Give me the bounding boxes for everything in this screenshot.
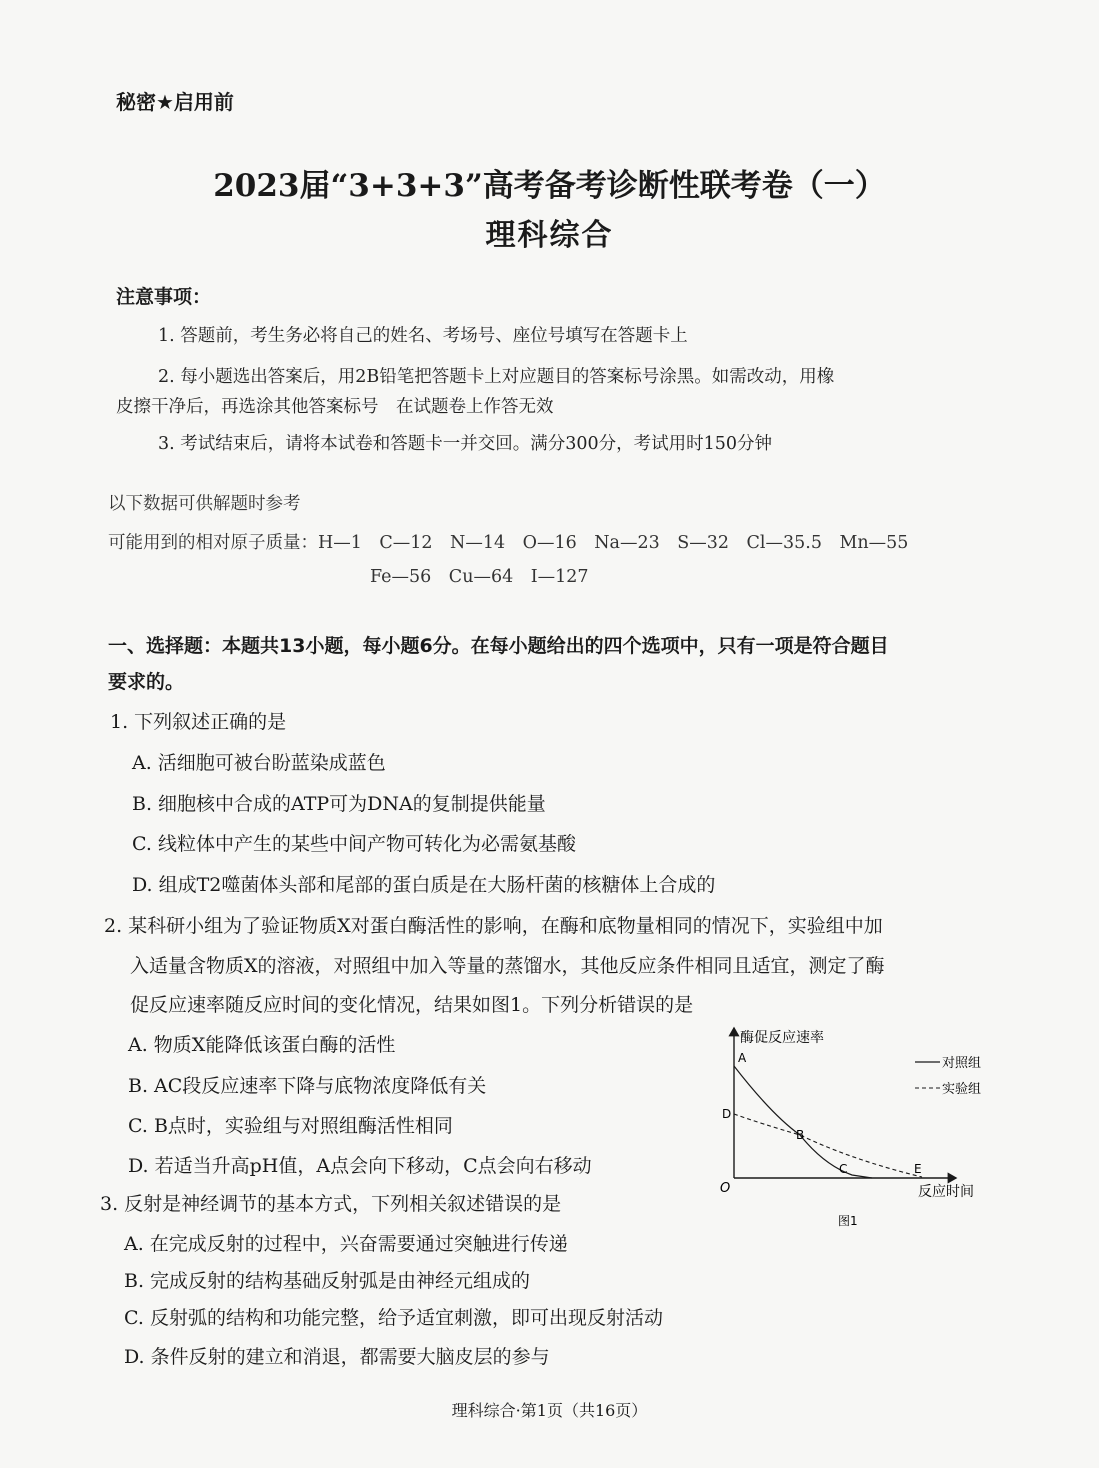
- section-heading: 一、选择题：本题共13小题，每小题6分。在每小题给出的四个选项中，只有一项是符合题目: [108, 635, 889, 657]
- notice-item-1: 1. 答题前，考生务必将自己的姓名、考场号、座位号填写在答题卡上: [158, 326, 688, 346]
- notice-item-3: 3. 考试结束后，请将本试卷和答题卡一并交回。满分300分，考试用时150分钟: [158, 434, 773, 454]
- question-3-option-d: D. 条件反射的建立和消退，都需要大脑皮层的参与: [124, 1346, 550, 1368]
- question-2-stem-line-2: 入适量含物质X的溶液，对照组中加入等量的蒸馏水，其他反应条件相同且适宜，测定了酶: [130, 955, 885, 977]
- notice-item-2: 2. 每小题选出答案后，用2B铅笔把答题卡上对应题目的答案标号涂黑。如需改动，用橡: [158, 367, 835, 387]
- origin-label: O: [720, 1181, 731, 1196]
- x-axis-label: 反应时间: [918, 1184, 974, 1200]
- point-label-e: E: [914, 1162, 922, 1176]
- question-1-stem: 1. 下列叙述正确的是: [110, 711, 287, 733]
- question-1-option-b: B. 细胞核中合成的ATP可为DNA的复制提供能量: [132, 793, 546, 815]
- atomic-masses-cont: Fe—56 Cu—64 I—127: [370, 567, 589, 587]
- atomic-masses: 可能用到的相对原子质量：H—1 C—12 N—14 O—16 Na—23 S—32 Cl—35.5 Mn—55: [108, 533, 909, 553]
- y-axis-label: 酶促反应速率: [740, 1030, 824, 1046]
- page-footer: 理科综合·第1页（共16页）: [451, 1401, 648, 1420]
- question-2-option-c: C. B点时，实验组与对照组酶活性相同: [128, 1115, 453, 1137]
- series-control-curve: [734, 1066, 872, 1178]
- question-3-option-b: B. 完成反射的结构基础反射弧是由神经元组成的: [124, 1270, 531, 1292]
- question-1-option-c: C. 线粒体中产生的某些中间产物可转化为必需氨基酸: [132, 833, 576, 855]
- question-3-option-c: C. 反射弧的结构和功能完整，给予适宜刺激，即可出现反射活动: [124, 1307, 663, 1329]
- secret-label: 秘密★启用前: [116, 90, 234, 114]
- question-3-stem: 3. 反射是神经调节的基本方式，下列相关叙述错误的是: [100, 1193, 562, 1215]
- point-label-a: A: [738, 1051, 747, 1065]
- section-heading-cont: 要求的。: [108, 671, 185, 693]
- question-2-stem-line-3: 促反应速率随反应时间的变化情况，结果如图1。下列分析错误的是: [130, 994, 694, 1016]
- notice-item-2-cont: 皮擦干净后，再选涂其他答案标号 在试题卷上作答无效: [116, 397, 554, 417]
- question-3-option-a: A. 在完成反射的过程中，兴奋需要通过突触进行传递: [124, 1233, 568, 1255]
- point-label-b: B: [796, 1128, 805, 1142]
- figure-1-chart: [712, 1020, 1002, 1235]
- series-experimental-curve: [734, 1114, 922, 1177]
- question-2-option-d: D. 若适当升高pH值，A点会向下移动，C点会向右移动: [128, 1155, 592, 1177]
- exam-subject: 理科综合: [485, 218, 614, 253]
- question-1-option-d: D. 组成T2噬菌体头部和尾部的蛋白质是在大肠杆菌的核糖体上合成的: [132, 874, 716, 896]
- question-1-option-a: A. 活细胞可被台盼蓝染成蓝色: [132, 752, 386, 774]
- reference-intro: 以下数据可供解题时参考: [108, 494, 301, 514]
- exam-title: 2023届“3+3+3”高考备考诊断性联考卷（一）: [213, 168, 886, 204]
- legend-control-label: 对照组: [942, 1056, 982, 1071]
- question-2-option-a: A. 物质X能降低该蛋白酶的活性: [128, 1034, 396, 1056]
- legend-experimental-label: 实验组: [942, 1082, 982, 1097]
- question-2-stem-line-1: 2. 某科研小组为了验证物质X对蛋白酶活性的影响，在酶和底物量相同的情况下，实验组中加: [104, 915, 883, 937]
- notice-heading: 注意事项：: [116, 286, 212, 308]
- point-label-c: C: [839, 1162, 848, 1176]
- figure-caption: 图1: [838, 1214, 858, 1228]
- point-label-d: D: [722, 1107, 732, 1121]
- question-2-option-b: B. AC段反应速率下降与底物浓度降低有关: [128, 1075, 487, 1097]
